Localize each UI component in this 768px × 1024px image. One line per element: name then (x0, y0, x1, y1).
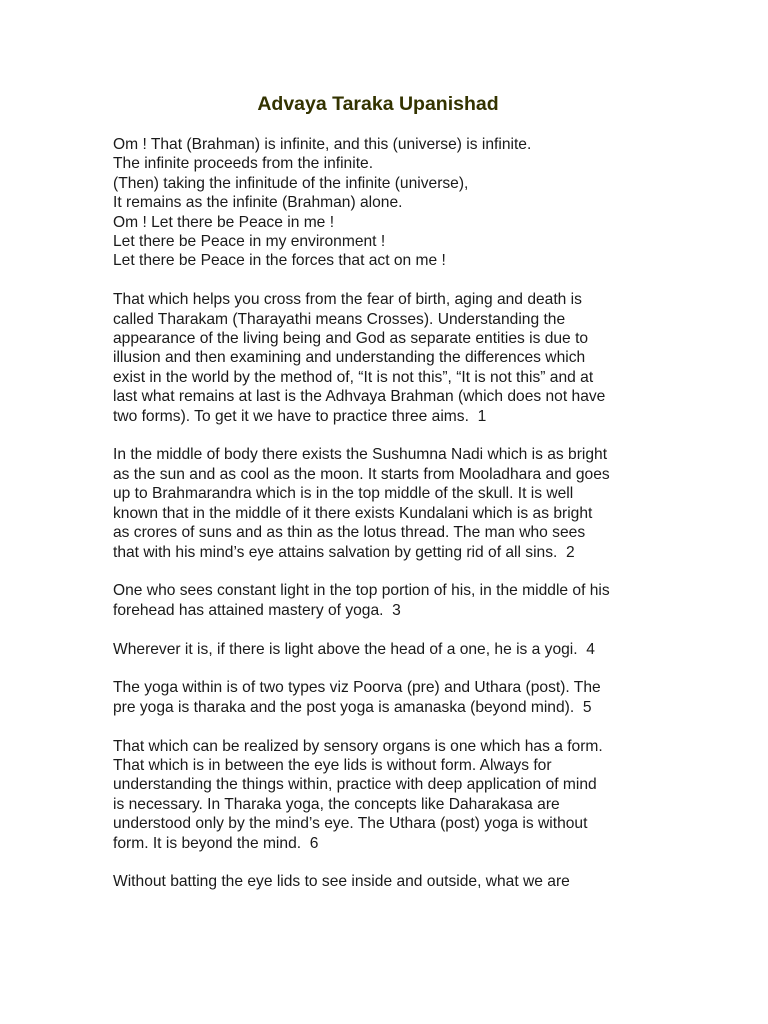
text-line: Without batting the eye lids to see inside and outside, what we are (113, 873, 570, 891)
text-line: as crores of suns and as thin as the lotus thread. The man who sees (113, 524, 586, 542)
text-line: Let there be Peace in my environment ! (113, 233, 386, 251)
text-line: That which is in between the eye lids is without form. Always for (113, 756, 552, 774)
text-line: forehead has attained mastery of yoga. 3 (113, 601, 401, 619)
text-line: pre yoga is tharaka and the post yoga is amanaska (beyond mind). 5 (113, 698, 592, 716)
text-line: Wherever it is, if there is light above the head of a one, he is a yogi. 4 (113, 640, 595, 658)
text-line: up to Brahmarandra which is in the top middle of the skull. It is well (113, 485, 574, 503)
paragraph (113, 737, 673, 853)
text-line: The yoga within is of two types viz Poorva (pre) and Uthara (post). The (113, 679, 601, 697)
text-line: The infinite proceeds from the infinite. (113, 155, 374, 173)
text-line: two forms). To get it we have to practice three aims. 1 (113, 407, 487, 425)
text-line: is necessary. In Tharaka yoga, the concepts like Daharakasa are (113, 795, 560, 813)
text-line: In the middle of body there exists the Sushumna Nadi which is as bright (113, 446, 608, 464)
text-line: understood only by the mind’s eye. The Uthara (post) yoga is without (113, 815, 588, 833)
text-line: Let there be Peace in the forces that act on me ! (113, 252, 446, 270)
text-line: Om ! Let there be Peace in me ! (113, 213, 335, 231)
text-line: understanding the things within, practice with deep application of mind (113, 776, 597, 794)
paragraph (113, 290, 673, 426)
text-line: One who sees constant light in the top portion of his, in the middle of his (113, 582, 610, 600)
text-line: last what remains at last is the Adhvaya Brahman (which does not have (113, 388, 606, 406)
paragraph (113, 872, 673, 891)
text-line: appearance of the living being and God as separate entities is due to (113, 330, 589, 348)
text-line: form. It is beyond the mind. 6 (113, 834, 319, 852)
paragraph (113, 640, 673, 659)
paragraph (113, 581, 673, 620)
text-line: known that in the middle of it there exists Kundalani which is as bright (113, 504, 593, 522)
paragraph (113, 135, 673, 271)
document-title: Advaya Taraka Upanishad (257, 93, 499, 115)
text-line: (Then) taking the infinitude of the infinite (universe), (113, 174, 469, 192)
text-line: It remains as the infinite (Brahman) alone. (113, 194, 403, 212)
text-line: exist in the world by the method of, “It is not this”, “It is not this” and at (113, 368, 594, 386)
text-line: called Tharakam (Tharayathi means Crosses). Understanding the (113, 310, 566, 328)
text-line: that with his mind’s eye attains salvation by getting rid of all sins. 2 (113, 543, 575, 561)
document-body (113, 135, 673, 911)
text-line: as the sun and as cool as the moon. It starts from Mooladhara and goes (113, 465, 610, 483)
text-line: That which helps you cross from the fear of birth, aging and death is (113, 291, 582, 309)
paragraph (113, 445, 673, 561)
text-line: illusion and then examining and understanding the differences which (113, 349, 586, 367)
text-line: That which can be realized by sensory organs is one which has a form. (113, 737, 603, 755)
paragraph (113, 678, 673, 717)
text-line: Om ! That (Brahman) is infinite, and this (universe) is infinite. (113, 136, 532, 153)
